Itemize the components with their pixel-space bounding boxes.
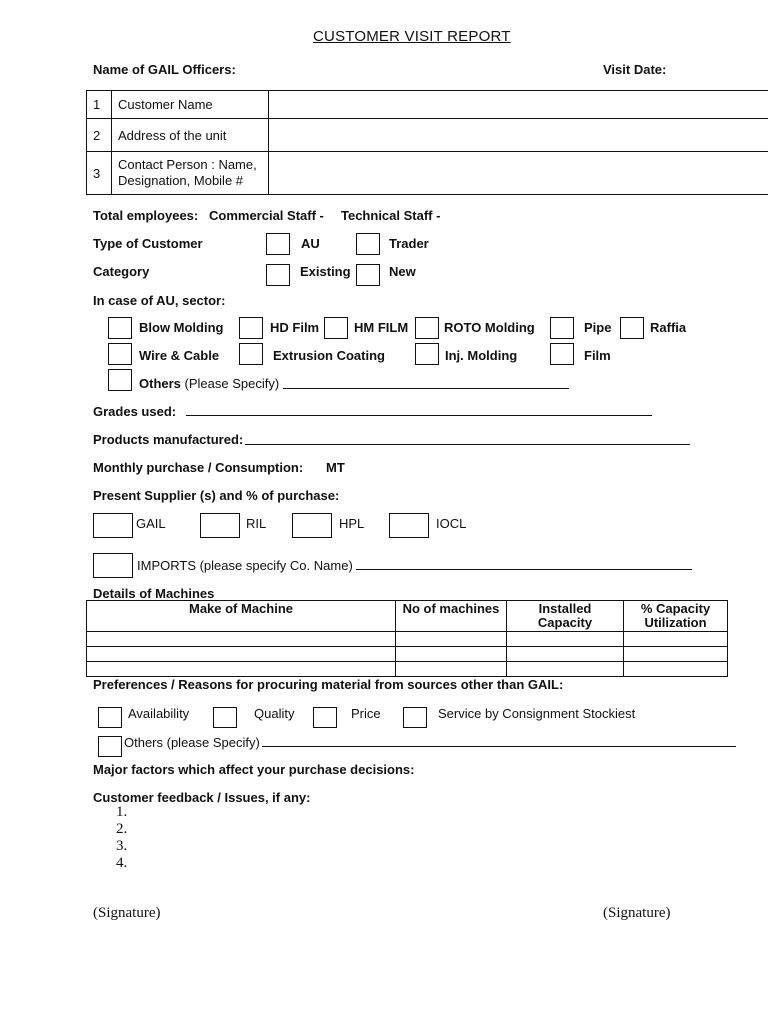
col-utilization-label: % Capacity Utilization [640, 601, 711, 630]
grades-line[interactable] [186, 415, 652, 416]
imports-line[interactable] [356, 569, 692, 570]
hd-film-checkbox[interactable] [239, 317, 263, 339]
au-label: AU [301, 236, 320, 251]
row-label: Address of the unit [112, 119, 269, 152]
signature-right: (Signature) [603, 905, 671, 921]
grades-label: Grades used: [93, 404, 177, 419]
col-count: No of machines [396, 601, 507, 632]
list-item: 2. [116, 821, 128, 837]
table-row [87, 152, 768, 195]
technical-staff-label: Technical Staff - [341, 208, 441, 223]
table-cell[interactable] [87, 632, 396, 647]
preferences-others-label: Others (please Specify) [124, 735, 260, 750]
contact-person-field[interactable] [269, 152, 768, 195]
row-label [112, 152, 269, 195]
col-make: Make of Machine [87, 601, 396, 632]
inj-molding-label: Inj. Molding [445, 348, 518, 363]
availability-checkbox[interactable] [98, 707, 122, 728]
preferences-label: Preferences / Reasons for procuring material from sources other than GAIL: [93, 677, 564, 692]
table-cell[interactable] [624, 632, 728, 647]
products-label: Products manufactured: [93, 432, 244, 447]
row-label: Customer Name [112, 91, 269, 119]
ril-checkbox[interactable] [200, 513, 240, 538]
inj-molding-checkbox[interactable] [415, 343, 439, 365]
pipe-checkbox[interactable] [550, 317, 574, 339]
price-label: Price [351, 706, 381, 721]
hd-film-label: HD Film [270, 320, 320, 335]
contact-label-line2: Designation, Mobile # [118, 173, 244, 188]
hm-film-checkbox[interactable] [324, 317, 348, 339]
contact-label-line1: Contact Person : Name, [118, 157, 257, 172]
wire-cable-checkbox[interactable] [108, 343, 132, 365]
customer-info-table [86, 90, 768, 195]
officers-label: Name of GAIL Officers: [93, 62, 236, 77]
category-label: Category [93, 264, 150, 279]
gail-label: GAIL [136, 516, 166, 531]
trader-label: Trader [389, 236, 429, 251]
monthly-unit-label: MT [326, 460, 345, 475]
sector-others-hint: (Please Specify) [184, 376, 280, 391]
machines-table [86, 600, 728, 677]
address-field[interactable] [269, 119, 768, 152]
gail-checkbox[interactable] [93, 513, 133, 538]
existing-checkbox[interactable] [266, 264, 290, 286]
table-row [87, 647, 728, 662]
ril-label: RIL [246, 516, 267, 531]
availability-label: Availability [128, 706, 190, 721]
total-employees-label: Total employees: [93, 208, 199, 223]
blow-molding-label: Blow Molding [139, 320, 224, 335]
commercial-staff-label: Commercial Staff - [209, 208, 324, 223]
iocl-checkbox[interactable] [389, 513, 429, 538]
list-item: 1. [116, 804, 128, 820]
table-cell[interactable] [87, 662, 396, 677]
consignment-label: Service by Consignment Stockiest [438, 706, 636, 721]
table-cell[interactable] [396, 662, 507, 677]
sector-others-line[interactable] [283, 388, 569, 389]
sector-others-checkbox[interactable] [108, 369, 132, 391]
machines-label: Details of Machines [93, 586, 215, 601]
major-factors-label: Major factors which affect your purchase decisions: [93, 762, 415, 777]
hm-film-label: HM FILM [354, 320, 409, 335]
preferences-others-checkbox[interactable] [98, 736, 122, 757]
raffia-checkbox[interactable] [620, 317, 644, 339]
list-item: 3. [116, 838, 128, 854]
roto-molding-label: ROTO Molding [444, 320, 535, 335]
visit-date-label: Visit Date: [603, 62, 667, 77]
page-title: CUSTOMER VISIT REPORT [313, 28, 511, 45]
table-header-row [87, 601, 728, 632]
quality-checkbox[interactable] [213, 707, 237, 728]
feedback-label: Customer feedback / Issues, if any: [93, 790, 311, 805]
table-cell[interactable] [507, 647, 624, 662]
table-cell[interactable] [87, 647, 396, 662]
roto-molding-checkbox[interactable] [415, 317, 439, 339]
supplier-label: Present Supplier (s) and % of purchase: [93, 488, 340, 503]
film-label: Film [584, 348, 611, 363]
extrusion-coating-label: Extrusion Coating [273, 348, 385, 363]
customer-name-field[interactable] [269, 91, 768, 119]
consignment-checkbox[interactable] [403, 707, 427, 728]
hpl-checkbox[interactable] [292, 513, 332, 538]
list-item: 4. [116, 855, 128, 871]
col-capacity [507, 601, 624, 632]
row-number: 2 [87, 119, 112, 152]
pipe-label: Pipe [584, 320, 612, 335]
feedback-list [116, 804, 127, 872]
row-number: 3 [87, 152, 112, 195]
blow-molding-checkbox[interactable] [108, 317, 132, 339]
hpl-label: HPL [339, 516, 365, 531]
wire-cable-label: Wire & Cable [139, 348, 220, 363]
preferences-others-line[interactable] [262, 746, 736, 747]
au-checkbox[interactable] [266, 233, 290, 255]
new-label: New [389, 264, 416, 279]
trader-checkbox[interactable] [356, 233, 380, 255]
quality-label: Quality [254, 706, 295, 721]
film-checkbox[interactable] [550, 343, 574, 365]
table-cell[interactable] [624, 647, 728, 662]
price-checkbox[interactable] [313, 707, 337, 728]
table-cell[interactable] [624, 662, 728, 677]
new-checkbox[interactable] [356, 264, 380, 286]
existing-label: Existing [300, 264, 351, 279]
table-row [87, 91, 768, 119]
monthly-purchase-label: Monthly purchase / Consumption: [93, 460, 304, 475]
extrusion-coating-checkbox[interactable] [239, 343, 263, 365]
sector-others-text [139, 376, 279, 391]
iocl-label: IOCL [436, 516, 467, 531]
raffia-label: Raffia [650, 320, 687, 335]
col-utilization [624, 601, 728, 632]
sector-label: In case of AU, sector: [93, 293, 226, 308]
table-row [87, 662, 728, 677]
signature-left: (Signature) [93, 905, 161, 921]
table-cell[interactable] [396, 647, 507, 662]
imports-label: IMPORTS (please specify Co. Name) [137, 558, 353, 573]
customer-type-label: Type of Customer [93, 236, 203, 251]
table-cell[interactable] [396, 632, 507, 647]
table-cell[interactable] [507, 632, 624, 647]
table-cell[interactable] [507, 662, 624, 677]
products-line[interactable] [245, 444, 690, 445]
row-number: 1 [87, 91, 112, 119]
sector-others-label: Others [139, 376, 181, 391]
imports-checkbox[interactable] [93, 553, 133, 578]
table-row [87, 632, 728, 647]
col-capacity-label: Installed Capacity [537, 601, 593, 630]
table-row [87, 119, 768, 152]
